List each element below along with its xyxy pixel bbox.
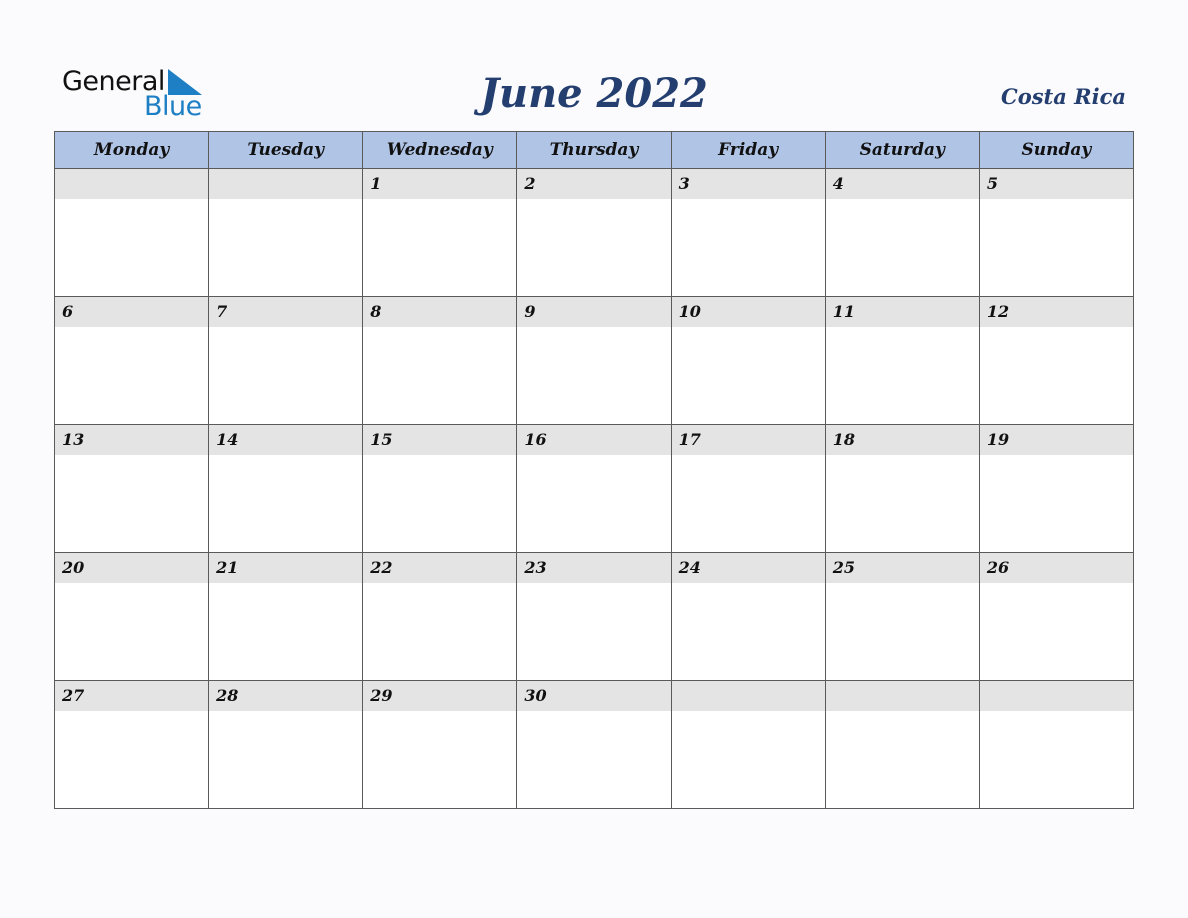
day-cell <box>55 425 209 553</box>
day-number <box>980 681 1133 711</box>
weekday-header: Thursday <box>517 132 671 169</box>
day-number: 16 <box>517 425 670 455</box>
week-row <box>55 425 1134 553</box>
day-cell <box>671 169 825 297</box>
day-cell <box>979 553 1133 681</box>
day-cell <box>671 425 825 553</box>
day-cell <box>55 553 209 681</box>
day-cell <box>363 169 517 297</box>
day-cell <box>825 297 979 425</box>
day-number: 23 <box>517 553 670 583</box>
day-number: 4 <box>826 169 979 199</box>
day-number: 21 <box>209 553 362 583</box>
day-number: 28 <box>209 681 362 711</box>
day-number <box>826 681 979 711</box>
day-cell <box>363 297 517 425</box>
day-number: 5 <box>980 169 1133 199</box>
day-cell <box>209 681 363 809</box>
day-cell <box>55 169 209 297</box>
day-number <box>55 169 208 199</box>
day-cell <box>825 681 979 809</box>
day-cell <box>979 425 1133 553</box>
day-cell <box>517 425 671 553</box>
day-cell <box>55 297 209 425</box>
logo-text-blue: Blue <box>144 91 202 122</box>
day-number: 2 <box>517 169 670 199</box>
day-number: 22 <box>363 553 516 583</box>
day-cell <box>363 425 517 553</box>
day-number: 19 <box>980 425 1133 455</box>
day-number: 27 <box>55 681 208 711</box>
weekday-header: Tuesday <box>209 132 363 169</box>
day-cell <box>363 553 517 681</box>
day-cell <box>979 681 1133 809</box>
country-label: Costa Rica <box>1001 84 1126 109</box>
day-number: 3 <box>672 169 825 199</box>
day-cell <box>979 297 1133 425</box>
day-number <box>672 681 825 711</box>
day-cell <box>209 169 363 297</box>
day-number <box>209 169 362 199</box>
week-row <box>55 681 1134 809</box>
day-number: 25 <box>826 553 979 583</box>
day-number: 13 <box>55 425 208 455</box>
day-number: 20 <box>55 553 208 583</box>
day-number: 17 <box>672 425 825 455</box>
day-cell <box>671 681 825 809</box>
day-cell <box>825 553 979 681</box>
weekday-header: Sunday <box>979 132 1133 169</box>
day-cell <box>979 169 1133 297</box>
calendar-grid <box>54 131 1134 809</box>
weekday-header: Friday <box>671 132 825 169</box>
day-number: 8 <box>363 297 516 327</box>
day-number: 6 <box>55 297 208 327</box>
day-cell <box>825 169 979 297</box>
day-cell <box>671 297 825 425</box>
day-cell <box>517 169 671 297</box>
day-cell <box>55 681 209 809</box>
day-number: 14 <box>209 425 362 455</box>
calendar-title: June 2022 <box>480 70 708 117</box>
day-number: 24 <box>672 553 825 583</box>
day-number: 26 <box>980 553 1133 583</box>
logo-text-general: General <box>62 66 165 97</box>
day-number: 7 <box>209 297 362 327</box>
day-number: 30 <box>517 681 670 711</box>
week-row <box>55 297 1134 425</box>
weekday-header: Wednesday <box>363 132 517 169</box>
day-cell <box>363 681 517 809</box>
day-number: 9 <box>517 297 670 327</box>
day-cell <box>209 297 363 425</box>
day-cell <box>517 681 671 809</box>
day-cell <box>825 425 979 553</box>
day-cell <box>517 297 671 425</box>
day-number: 15 <box>363 425 516 455</box>
day-number: 11 <box>826 297 979 327</box>
week-row <box>55 553 1134 681</box>
day-cell <box>671 553 825 681</box>
day-cell <box>209 553 363 681</box>
day-number: 10 <box>672 297 825 327</box>
day-number: 29 <box>363 681 516 711</box>
week-row <box>55 169 1134 297</box>
weekday-header-row <box>55 132 1134 169</box>
day-number: 18 <box>826 425 979 455</box>
day-number: 12 <box>980 297 1133 327</box>
weekday-header: Saturday <box>825 132 979 169</box>
day-number: 1 <box>363 169 516 199</box>
day-cell <box>209 425 363 553</box>
weekday-header: Monday <box>55 132 209 169</box>
day-cell <box>517 553 671 681</box>
